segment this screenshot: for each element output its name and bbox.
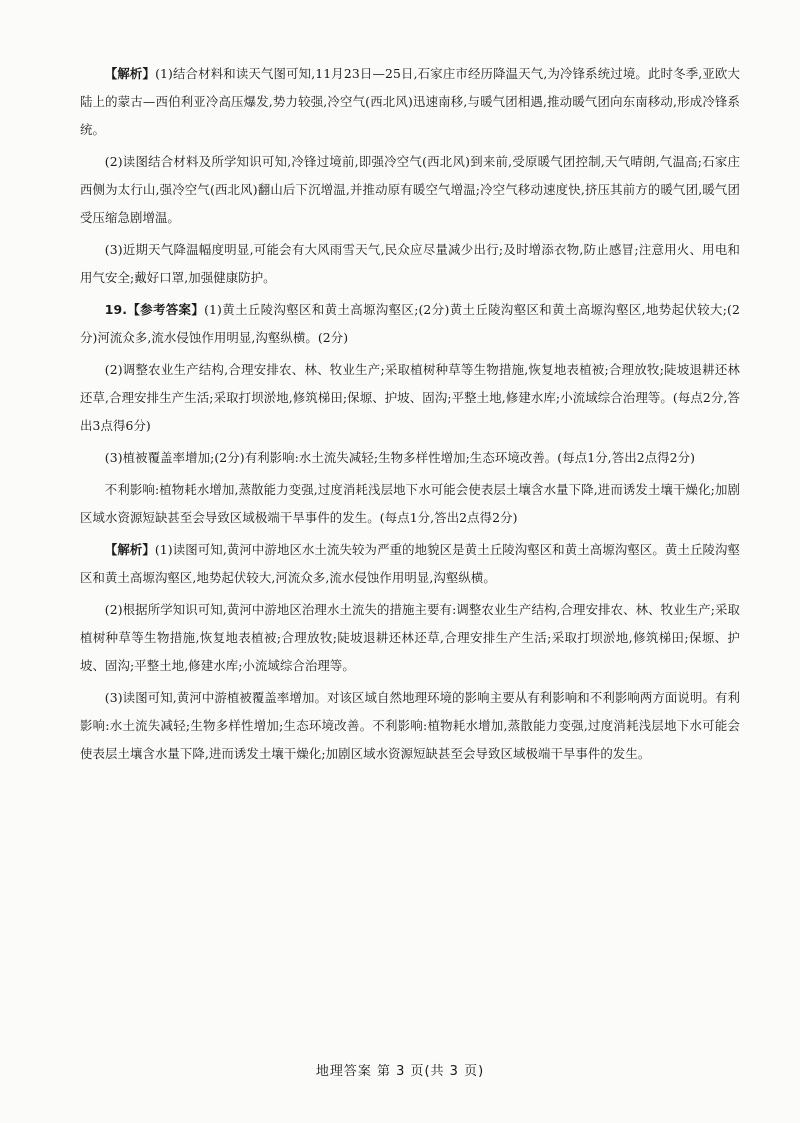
- analysis-paragraph-3: (3)近期天气降温幅度明显,可能会有大风雨雪天气,民众应尽量减少出行;及时增添衣物,防止感冒;注意用火、用电和用气安全;戴好口罩,加强健康防护。: [80, 242, 740, 285]
- q19-analysis-paragraph-1: [80, 536, 740, 592]
- q19-analysis-paragraph-3: (3)读图可知,黄河中游植被覆盖率增加。对该区域自然地理环境的影响主要从有利影响和不利影响两方面说明。有利影响:水土流失减轻;生物多样性增加;生态环境改善。不利影响:植物耗水增加,蒸散能力变强,过度消耗浅层地下水可能会使表层土壤含水量下降,进而诱发土壤干燥化;加剧区域水资源短缺甚至会导致区域极端干旱事件的发生。: [80, 690, 740, 761]
- analysis-text-1: (1)结合材料和读天气图可知,11月23日—25日,石家庄市经历降温天气,为冷锋系统过境。此时冬季,亚欧大陆上的蒙古—西伯利亚冷高压爆发,势力较强,冷空气(西北风)迅速南移,与暖气团相遇,推动暖气团向东南移动,形成冷锋系统。: [80, 66, 740, 137]
- q19-answer-paragraph-3b: 不利影响:植物耗水增加,蒸散能力变强,过度消耗浅层地下水可能会使表层土壤含水量下降,进而诱发土壤干燥化;加剧区域水资源短缺甚至会导致区域极端干旱事件的发生。(每点1分,答出2点得2分): [80, 482, 740, 525]
- q19-answer-paragraph-1: [80, 296, 740, 352]
- q19-answer-paragraph-2: (2)调整农业生产结构,合理安排农、林、牧业生产;采取植树种草等生物措施,恢复地表植被;合理放牧;陡坡退耕还林还草,合理安排生产生活;采取打坝淤地,修筑梯田;保塬、护坡、固沟;平整土地,修建水库;小流域综合治理等。(每点2分,答出3点得6分): [80, 362, 740, 433]
- analysis-tag: 【解析】: [104, 66, 156, 81]
- q19-analysis-tag: 【解析】: [104, 542, 155, 557]
- q19-analysis-paragraph-2: (2)根据所学知识可知,黄河中游地区治理水土流失的措施主要有:调整农业生产结构,合理安排农、林、牧业生产;采取植树种草等生物措施,恢复地表植被;合理放牧;陡坡退耕还林还草,合理安排生产生活;采取打坝淤地,修筑梯田;保塬、护坡、固沟;平整土地,修建水库;小流域综合治理等。: [80, 602, 740, 673]
- q19-answer-text-1: (1)黄土丘陵沟壑区和黄土高塬沟壑区;(2分)黄土丘陵沟壑区和黄土高塬沟壑区,地势起伏较大;(2分)河流众多,流水侵蚀作用明显,沟壑纵横。(2分): [80, 302, 740, 345]
- q19-answer-paragraph-3: (3)植被覆盖率增加;(2分)有利影响:水土流失减轻;生物多样性增加;生态环境改善。(每点1分,答出2点得2分): [104, 450, 696, 465]
- analysis-paragraph-1: [80, 60, 740, 144]
- document-body: [80, 60, 740, 772]
- q19-analysis-text-1: (1)读图可知,黄河中游地区水土流失较为严重的地貌区是黄土丘陵沟壑区和黄土高塬沟壑区。黄土丘陵沟壑区和黄土高塬沟壑区,地势起伏较大,河流众多,流水侵蚀作用明显,沟壑纵横。: [80, 542, 741, 585]
- page-footer: 地理答案 第 3 页(共 3 页): [315, 1064, 485, 1079]
- q19-answer-tag: 19.【参考答案】: [104, 302, 205, 317]
- analysis-paragraph-2: (2)读图结合材料及所学知识可知,冷锋过境前,即强冷空气(西北风)到来前,受原暖气团控制,天气晴朗,气温高;石家庄西侧为太行山,强冷空气(西北风)翻山后下沉增温,并推动原有暖空气增温;冷空气移动速度快,挤压其前方的暖气团,暖气团受压缩急剧增温。: [80, 154, 740, 225]
